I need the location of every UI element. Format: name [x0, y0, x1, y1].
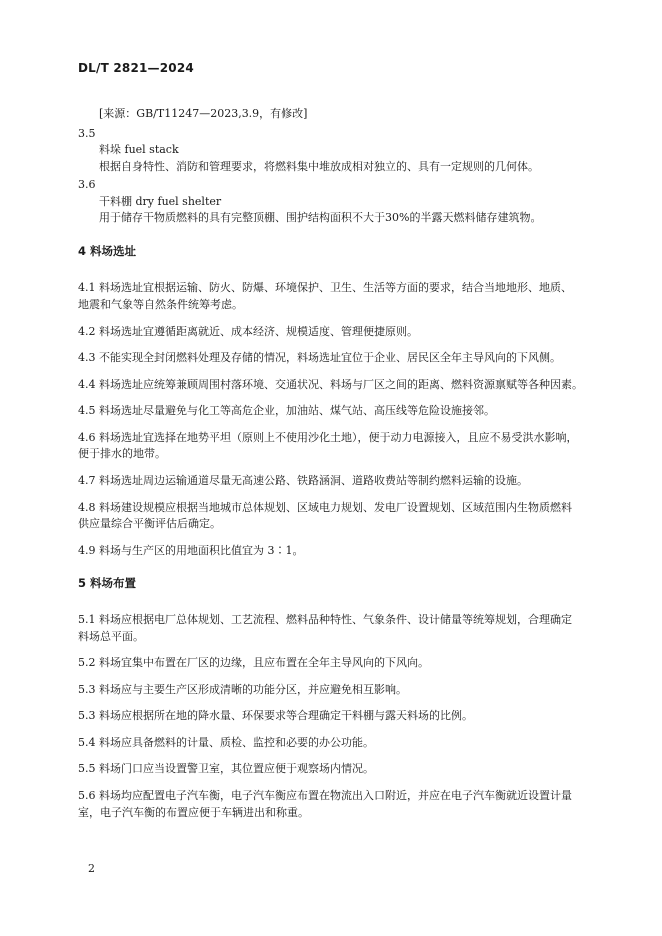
- clause-line: 5.3 料场应根据所在地的降水量、环保要求等合理确定干料棚与露天料场的比例。: [78, 709, 473, 722]
- section-heading: 4 料场选址: [78, 244, 137, 258]
- clause-line: 供应量综合平衡评估后确定。: [78, 517, 221, 530]
- clause-line: 5.4 料场应具备燃料的计量、质检、监控和必要的办公功能。: [78, 736, 374, 749]
- clause-line: 5.3 料场应与主要生产区形成清晰的功能分区，并应避免相互影响。: [78, 683, 407, 696]
- page-number: 2: [88, 862, 95, 875]
- clause-line: 4.1 料场选址宜根据运输、防火、防爆、环境保护、卫生、生活等方面的要求，结合当地地形、地质、: [78, 281, 572, 294]
- clause-line: 4.2 料场选址宜遵循距离就近、成本经济、规模适度、管理便捷原则。: [78, 325, 418, 338]
- clause-line: 地震和气象等自然条件统筹考虑。: [78, 298, 243, 311]
- clause-line: 4.7 料场选址周边运输通道尽量无高速公路、铁路涵洞、道路收费站等制约燃料运输的设施。: [78, 474, 528, 487]
- clause-line: 便于排水的地带。: [78, 447, 166, 460]
- term-title: 料垛 fuel stack: [99, 143, 179, 156]
- source-note: [来源：GB/T11247—2023,3.9，有修改]: [99, 107, 308, 120]
- clause-line: 室，电子汽车衡的布置应便于车辆进出和称重。: [78, 806, 309, 819]
- clause-line: 5.1 料场应根据电厂总体规划、工艺流程、燃料品种特性、气象条件、设计储量等统筹规划，合理确定: [78, 613, 572, 626]
- clause-line: 4.6 料场选址宜选择在地势平坦（原则上不使用沙化土地），便于动力电源接入，且应不易受洪水影响，: [78, 431, 578, 444]
- clause-line: 4.8 料场建设规模应根据当地城市总体规划、区域电力规划、发电厂设置规划、区域范围内生物质燃料: [78, 501, 572, 514]
- document-id-header: DL/T 2821—2024: [78, 61, 194, 75]
- term-number: 3.5: [78, 127, 96, 140]
- clause-line: 料场总平面。: [78, 630, 144, 643]
- clause-line: 5.2 料场宜集中布置在厂区的边缘，且应布置在全年主导风向的下风向。: [78, 656, 429, 669]
- term-definition: 根据自身特性、消防和管理要求，将燃料集中堆放成相对独立的、具有一定规则的几何体。: [99, 160, 539, 173]
- clause-line: 4.4 料场选址应统筹兼顾周围村落环境、交通状况、料场与厂区之间的距离、燃料资源禀赋等各种因素。: [78, 378, 583, 391]
- clause-line: 4.5 料场选址尽量避免与化工等高危企业，加油站、煤气站、高压线等危险设施接邻。: [78, 404, 495, 417]
- clause-line: 5.5 料场门口应当设置警卫室，其位置应便于观察场内情况。: [78, 762, 374, 775]
- term-definition: 用于储存干物质燃料的具有完整顶棚、围护结构面积不大于30%的半露天燃料储存建筑物。: [99, 211, 542, 224]
- clause-line: 4.9 料场与生产区的用地面积比值宜为 3∶1。: [78, 544, 304, 557]
- section-heading: 5 料场布置: [78, 576, 137, 590]
- term-title: 干料棚 dry fuel shelter: [99, 195, 222, 208]
- clause-line: 5.6 料场均应配置电子汽车衡，电子汽车衡应布置在物流出入口附近，并应在电子汽车衡就近设置计量: [78, 789, 572, 802]
- clause-line: 4.3 不能实现全封闭燃料处理及存储的情况，料场选址宜位于企业、居民区全年主导风向的下风侧。: [78, 351, 561, 364]
- term-number: 3.6: [78, 178, 96, 191]
